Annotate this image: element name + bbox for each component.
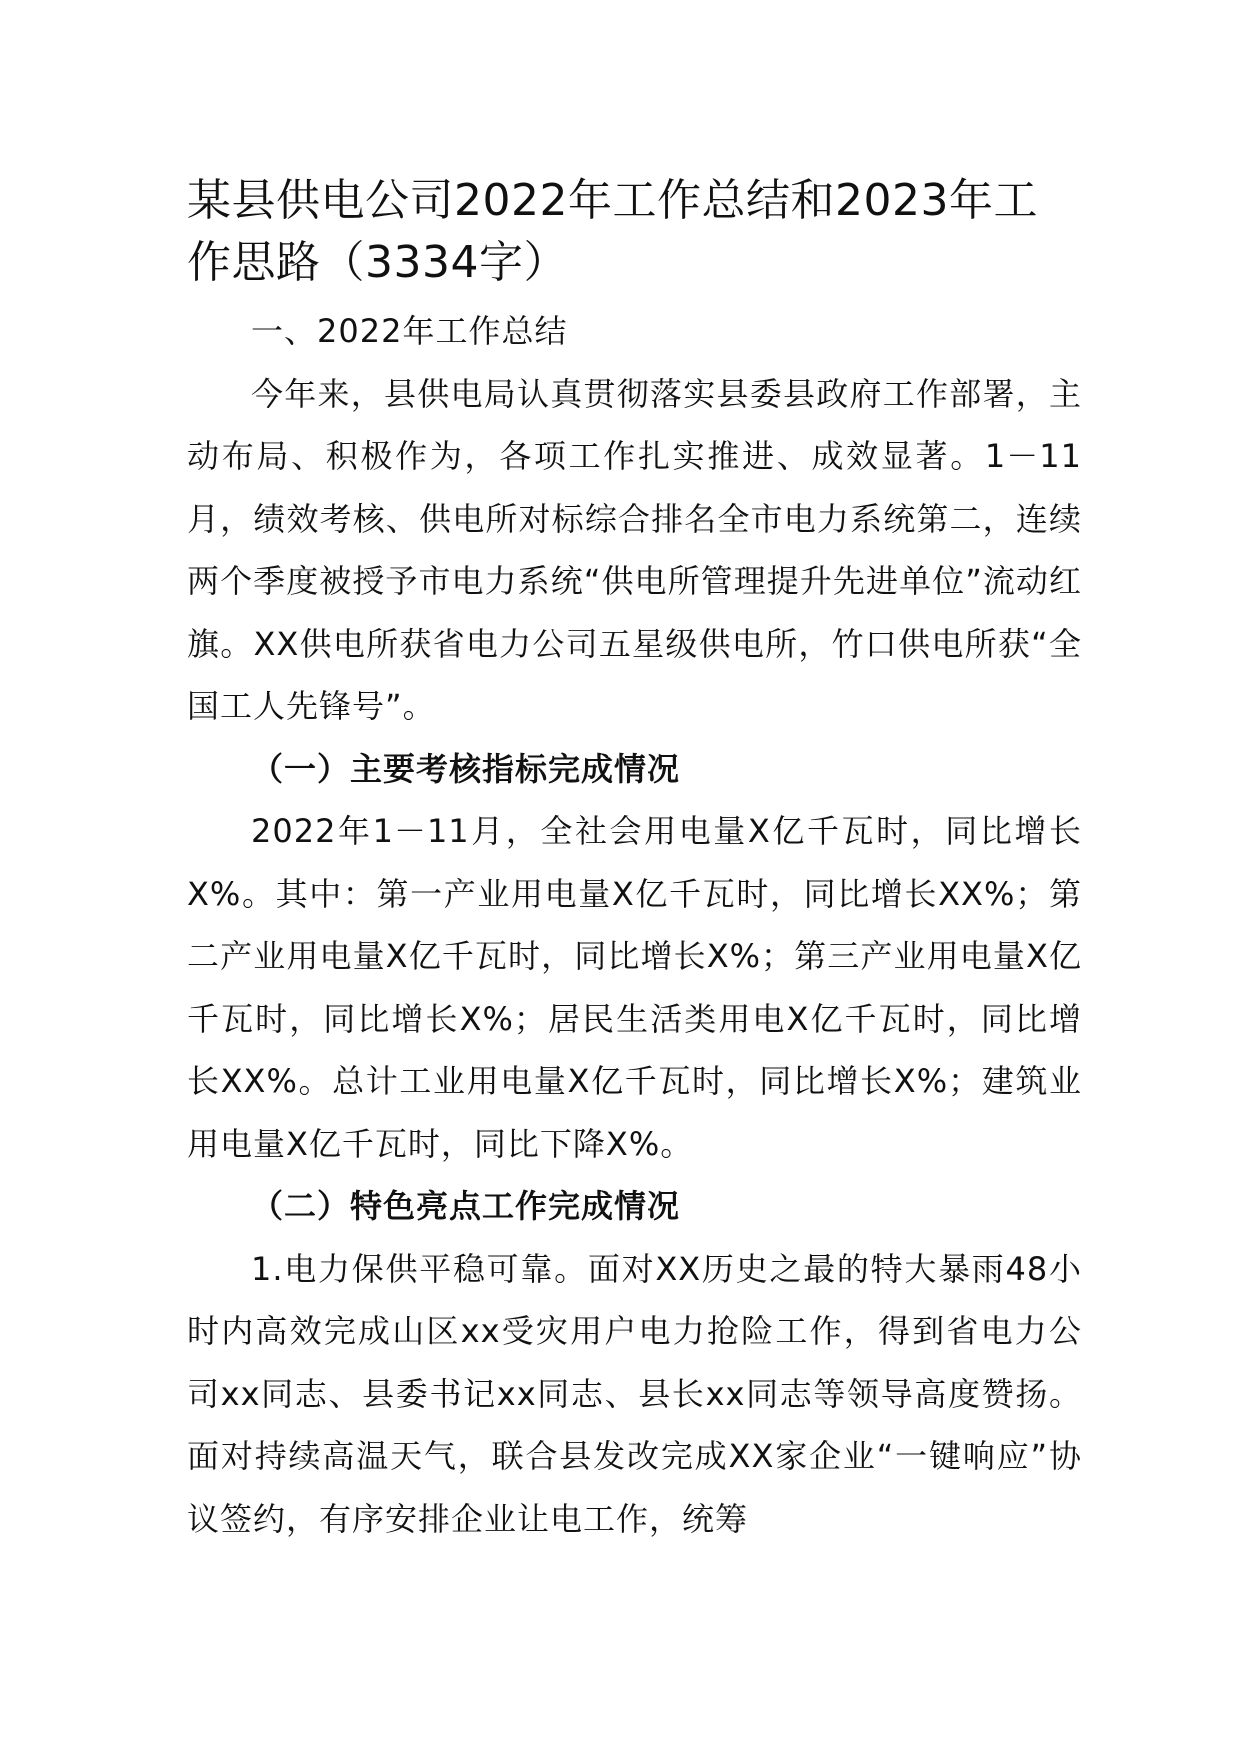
intro-paragraph: 今年来，县供电局认真贯彻落实县委县政府工作部署，主动布局、积极作为，各项工作扎实推进、成效显著。1－11月，绩效考核、供电所对标综合排名全市电力系统第二，连续两个季度被授予市电力系统“供电所管理提升先进单位”流动红旗。XX供电所获省电力公司五星级供电所，竹口供电所获“全国工人先锋号”。 bbox=[187, 374, 1082, 725]
subsection-heading-2: （二）特色亮点工作完成情况 bbox=[251, 1187, 681, 1225]
section-heading: 一、2022年工作总结 bbox=[251, 312, 568, 350]
document-body bbox=[187, 300, 1082, 1550]
subsection-heading-1: （一）主要考核指标完成情况 bbox=[251, 749, 681, 788]
document-title: 某县供电公司2022年工作总结和2023年工作思路（3334字） bbox=[187, 175, 1038, 288]
indicators-paragraph: 2022年1－11月，全社会用电量X亿千瓦时，同比增长X%。其中：第一产业用电量X亿千瓦时，同比增长XX%；第二产业用电量X亿千瓦时，同比增长X%；第三产业用电量X亿千瓦时，同比增长X%；居民生活类用电X亿千瓦时，同比增长XX%。总计工业用电量X亿千瓦时，同比增长X%；建筑业用电量X亿千瓦时，同比下降X%。 bbox=[187, 812, 1082, 1163]
highlights-paragraph: 1.电力保供平稳可靠。面对XX历史之最的特大暴雨48小时内高效完成山区xx受灾用户电力抢险工作，得到省电力公司xx同志、县委书记xx同志、县长xx同志等领导高度赞扬。面对持续高温天气，联合县发改完成XX家企业“一键响应”协议签约，有序安排企业让电工作，统筹 bbox=[187, 1249, 1082, 1538]
